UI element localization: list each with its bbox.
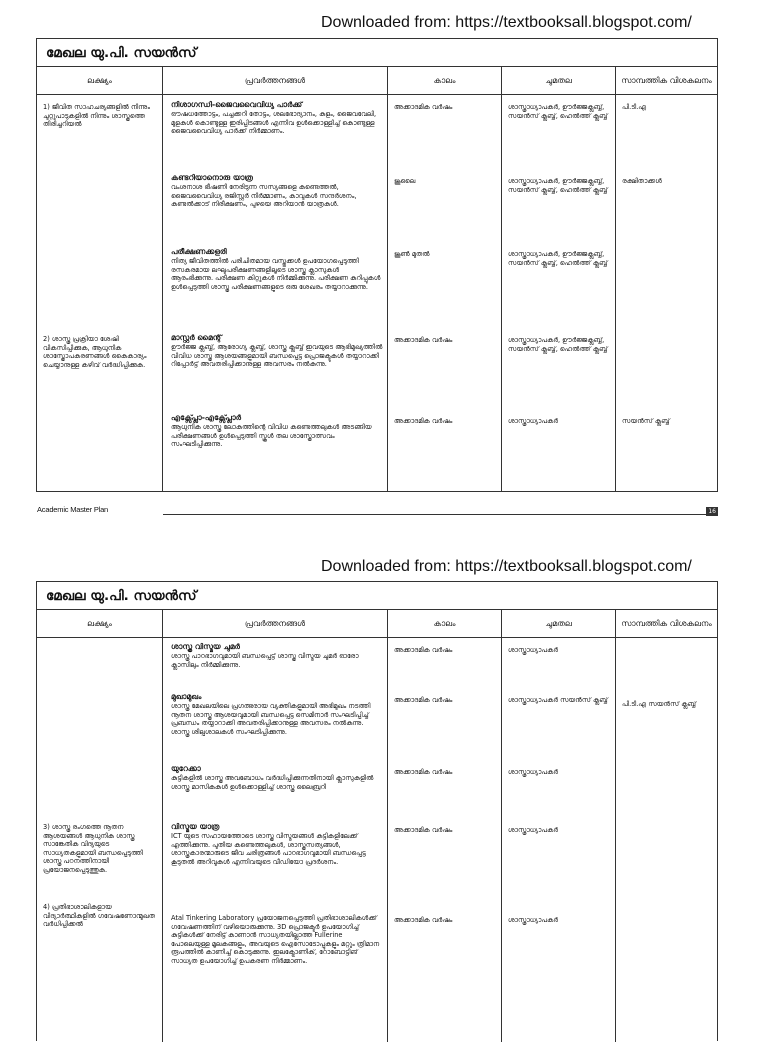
responsibility-cell: ശാസ്ത്രാധ്യാപകർ: [508, 768, 558, 776]
col-header-responsibility: ചുമതല: [502, 67, 616, 94]
objective-cell: 1) ജീവിത സാഹചര്യങ്ങളിൽ നിന്നും ചുറ്റുപാടുകളിൽ നിന്നും ശാസ്ത്രത്തെ തിരിച്ചറിയൽ: [43, 103, 150, 129]
activity-description: ICT യുടെ സഹായത്തോടെ ശാസ്ത്ര വിസ്മയങ്ങൾ കുട്ടികളിലേക്ക് എത്തിക്കുന്നു. പുതിയ കണ്ടെത്തലുകൾ, ശാസ്ത്രസത്യങ്ങൾ, ശാസ്ത്രകാരന്മാരുടെ ജീവ ചരിത്രങ്ങൾ പാഠഭാഗവുമായി ബന്ധപ്പെട്ട കൂടുതൽ അറിവുകൾ എന്നിവയുടെ വീഡിയോ പ്രദർശനം.: [171, 832, 366, 866]
responsibility-column: [502, 95, 616, 491]
period-cell: അക്കാദമിക വർഷം: [394, 916, 453, 924]
period-cell: അക്കാദമിക വർഷം: [394, 826, 453, 834]
activity-title: നിശാഗന്ധി-ജൈവവൈവിധ്യ പാർക്ക്: [171, 100, 303, 109]
activity-cell: [171, 764, 383, 791]
activity-description: നിത്യ ജീവിതത്തിൽ പരിചിതമായ വസ്തുക്കൾ ഉപയോഗപ്പെടുത്തി രസകരമായ ലഘുപരീക്ഷണങ്ങളിലൂടെ ശാസ്ത്ര ക്ലാസുകൾ ആരംഭിക്കുന്നു. പരീക്ഷണ കിറ്റുകൾ നിർമ്മിക്കുന്നു. പരീക്ഷണ കുറിപ്പുകൾ ഉൾപ്പെടുത്തി ശാസ്ത്ര പരീക്ഷണങ്ങളുടെ ഒരു ശേഖരം തയ്യാറാക്കുന്നു.: [171, 257, 381, 291]
responsibility-cell: ശാസ്ത്രാധ്യാപകർ, ഊർജ്ജക്ലബ്ബ്, സയൻസ് ക്ലബ്ബ്, ഹെൽത്ത് ക്ലബ്ബ്: [508, 336, 608, 353]
finance-cell: സയൻസ് ക്ലബ്ബ്: [622, 417, 670, 425]
activity-description: Atal Tinkering Laboratory പ്രയോജനപ്പെടുത്തി പ്രതിഭാശാലികൾക്ക് ഗവേഷണത്തിന് വഴിയൊരുക്കുന്നു. 3D പ്രൊജക്ടർ ഉപയോഗിച്ച് കുട്ടികൾക്ക് നേരിട്ട് കാണാൻ സാധ്യതയില്ലാത്ത Fullerine പോലെയുള്ള മൂലകങ്ങളും, അവയുടെ ഐസോടോപ്പുകളും മറ്റും ത്രിമാന രൂപത്തിൽ കാണിച്ച് കൊടുക്കുന്നു. ഇലക്ട്രോണിക്, റോബോട്ടിങ് സാധ്യത ഉപയോഗിച്ച് ഉപകരണ നിർമ്മാണം.: [171, 914, 380, 965]
activity-description: ഔഷധത്തോട്ടം, പച്ചക്കറി തോട്ടം, ശലഭോദ്യാനം, കുളം, ജൈവവേലി, മുളകൾ കൊണ്ടുള്ള ഇരിപ്പിടങ്ങൾ എന്നിവ ഉൾക്കൊള്ളിച്ച് കൊണ്ടുള്ള ജൈവവൈവിധ്യ പാർക്ക് നിർമ്മാണം.: [171, 110, 377, 136]
activity-cell: [171, 173, 383, 209]
table-header: [37, 610, 717, 638]
activity-description: കുട്ടികളിൽ ശാസ്ത്ര അവബോധം വർദ്ധിപ്പിക്കുന്നതിനായി ക്ലാസുകളിൽ ശാസ്ത്ര മാസികകൾ ഉൾക്കൊള്ളിച്ച് ശാസ്ത്ര ലൈബ്രറി: [171, 774, 374, 791]
responsibility-cell: ശാസ്ത്രാധ്യാപകർ, ഊർജ്ജക്ലബ്ബ്, സയൻസ് ക്ലബ്ബ്, ഹെൽത്ത് ക്ലബ്ബ്: [508, 103, 608, 120]
activity-description: വംശനാശ ഭീഷണി നേരിടുന്ന സസ്യങ്ങളെ കണ്ടെത്തൽ, ജൈവവൈവിധ്യ രജിസ്റ്റർ നിർമ്മാണം, കാവുകൾ സന്ദർശനം, കണ്ടൽക്കാട് നിരീക്ഷണം, പുഴയെ അറിയാൻ യാത്രകൾ.: [171, 183, 357, 209]
download-source-text: Downloaded from: https://textbooksall.blogspot.com/: [321, 14, 692, 31]
activity-title: യുറേക്കാ: [171, 764, 201, 773]
period-cell: അക്കാദമിക വർഷം: [394, 336, 453, 344]
activity-cell: [171, 822, 383, 866]
activity-cell: [171, 914, 383, 966]
finance-cell: പി.ടി.എ: [622, 103, 647, 111]
period-cell: അക്കാദമിക വർഷം: [394, 768, 453, 776]
activity-cell: [171, 692, 383, 736]
responsibility-cell: ശാസ്ത്രാധ്യാപകർ: [508, 916, 558, 924]
col-header-activities: പ്രവർത്തനങ്ങൾ: [163, 67, 388, 94]
col-header-responsibility: ചുമതല: [502, 610, 616, 637]
download-source-text: Downloaded from: https://textbooksall.blogspot.com/: [321, 558, 692, 575]
period-cell: അക്കാദമിക വർഷം: [394, 103, 453, 111]
activity-title: എക്സ്പ്ലോ-എക്സ്പ്ലോർ: [171, 413, 242, 422]
responsibility-cell: ശാസ്ത്രാധ്യാപകർ: [508, 417, 558, 425]
col-header-finance: സാമ്പത്തിക വിശകലനം: [621, 619, 712, 628]
period-cell: ജൂലൈ: [394, 177, 416, 185]
finance-cell: രക്ഷിതാക്കൾ: [622, 177, 662, 185]
responsibility-column: [502, 638, 616, 1042]
finance-column: [616, 638, 717, 1042]
objective-column: [37, 638, 163, 1042]
responsibility-cell: ശാസ്ത്രാധ്യാപകർ: [508, 646, 558, 654]
page-number: 16: [708, 508, 716, 515]
activity-cell: [171, 333, 383, 369]
activity-cell: [171, 100, 383, 136]
activity-description: ശാസ്ത്ര പാഠഭാഗവുമായി ബന്ധപ്പെട്ട് ശാസ്ത്ര വിസ്മയ ചുമർ ഓരോ ക്ലാസിലും നിർമ്മിക്കുന്നു.: [171, 652, 359, 669]
col-header-activities: പ്രവർത്തനങ്ങൾ: [163, 610, 388, 637]
activity-title: കണ്ടറിയാനൊരു യാത്ര: [171, 173, 253, 182]
activity-title: പരീക്ഷണക്കളരി: [171, 247, 227, 256]
responsibility-cell: ശാസ്ത്രാധ്യാപകർ, ഊർജ്ജക്ലബ്ബ്, സയൻസ് ക്ലബ്ബ്, ഹെൽത്ത് ക്ലബ്ബ്: [508, 177, 608, 194]
page-footer: [37, 505, 718, 519]
activity-cell: [171, 642, 383, 669]
finance-column: [616, 95, 717, 491]
table-title: മേഖല യു.പി. സയൻസ്: [37, 582, 717, 610]
period-cell: അക്കാദമിക വർഷം: [394, 417, 453, 425]
footer-label: Academic Master Plan: [37, 505, 109, 514]
objective-cell: 3) ശാസ്ത്ര രംഗത്തെ നൂതന ആശയങ്ങൾ ആധുനിക ശാസ്ത്ര സാങ്കേതിക വിദ്യയുടെ സാധ്യതകളുമായി ബന്ധപ്പെടുത്തി ശാസ്ത്ര പഠനത്തിനായി പ്രയോജനപ്പെടുത്തുക.: [43, 823, 143, 874]
objective-cell: 2) ശാസ്ത്ര പ്രക്രിയാ ശേഷി വികസിപ്പിക്കുക, ആധുനിക ശാസ്ത്രോപകരണങ്ങൾ കൈകാര്യം ചെയ്യാനുള്ള കഴിവ് വർദ്ധിപ്പിക്കുക.: [43, 335, 147, 369]
period-cell: ജൂൺ മുതൽ: [394, 250, 430, 258]
period-column: [388, 95, 502, 491]
table-title: മേഖല യു.പി. സയൻസ്: [37, 39, 717, 67]
activity-cell: [171, 413, 383, 449]
col-header-finance: സാമ്പത്തിക വിശകലനം: [621, 76, 712, 85]
period-column: [388, 638, 502, 1042]
objective-cell: 4) പ്രതിഭാശാലികളായ വിദ്യാർത്ഥികളിൽ ഗവേഷണോന്മുഖത വർധിപ്പിക്കൽ: [43, 903, 156, 929]
activities-column: [163, 638, 388, 1042]
period-cell: അക്കാദമിക വർഷം: [394, 646, 453, 654]
col-header-period: കാലം: [388, 67, 502, 94]
responsibility-cell: ശാസ്ത്രാധ്യാപകർ: [508, 826, 558, 834]
plan-table-page-1: [36, 38, 718, 492]
activity-title: ശാസ്ത്ര വിസ്മയ ചുമർ: [171, 642, 240, 651]
table-body: [37, 638, 717, 1042]
table-body: [37, 95, 717, 491]
col-header-objective: ലക്ഷ്യം: [37, 67, 163, 94]
footer-rule: [163, 514, 706, 515]
finance-cell: പി.ടി.എ സയൻസ് ക്ലബ്ബ്: [622, 700, 697, 708]
activity-description: ഊർജ്ജ ക്ലബ്ബ്, ആരോഗ്യ ക്ലബ്ബ്, ശാസ്ത്ര ക്ലബ്ബ് ഇവയുടെ ആഭിമുഖ്യത്തിൽ വിവിധ ശാസ്ത്ര ആശയങ്ങളുമായി ബന്ധപ്പെട്ട പ്രൊജക്ടുകൾ തയ്യാറാക്കി റിപ്പോർട്ട് അവതരിപ്പിക്കാനുള്ള അവസരം നൽകുന്നു.: [171, 343, 383, 369]
activity-cell: [171, 247, 383, 291]
responsibility-cell: ശാസ്ത്രാധ്യാപകർ, ഊർജ്ജക്ലബ്ബ്, സയൻസ് ക്ലബ്ബ്, ഹെൽത്ത് ക്ലബ്ബ്: [508, 250, 608, 267]
objective-column: [37, 95, 163, 491]
plan-table-page-2: [36, 581, 718, 1041]
activity-title: മാസ്റ്റർ മൈന്റ്: [171, 333, 222, 342]
col-header-objective: ലക്ഷ്യം: [37, 610, 163, 637]
activity-description: ആധുനിക ശാസ്ത്ര ലോകത്തിന്റെ വിവിധ കണ്ടെത്തലുകൾ അടങ്ങിയ പരീക്ഷണങ്ങൾ ഉൾപ്പെടുത്തി സ്കൂൾ തല ശാസ്ത്രോത്സവം സംഘടിപ്പിക്കുന്നു.: [171, 423, 372, 449]
table-header: [37, 67, 717, 95]
period-cell: അക്കാദമിക വർഷം: [394, 696, 453, 704]
activities-column: [163, 95, 388, 491]
activity-title: മുഖാമുഖം: [171, 692, 202, 701]
responsibility-cell: ശാസ്ത്രാധ്യാപകർ സയൻസ് ക്ലബ്ബ്: [508, 696, 608, 704]
activity-title: വിസ്മയ യാത്ര: [171, 822, 220, 831]
col-header-period: കാലം: [388, 610, 502, 637]
activity-description: ശാസ്ത്ര മേഖലയിലെ പ്രഗത്ഭരായ വ്യക്തികളുമായി അഭിമുഖം നടത്തി നൂതന ശാസ്ത്ര ആശയവുമായി ബന്ധപ്പെട്ട സെമിനാർ സംഘടിപ്പിച്ച് പ്രബന്ധം തയ്യാറാക്കി അവതരിപ്പിക്കാനുള്ള അവസരം നൽകുന്നു. ശാസ്ത്ര ശില്പശാലകൾ സംഘടിപ്പിക്കുന്നു.: [171, 702, 371, 736]
